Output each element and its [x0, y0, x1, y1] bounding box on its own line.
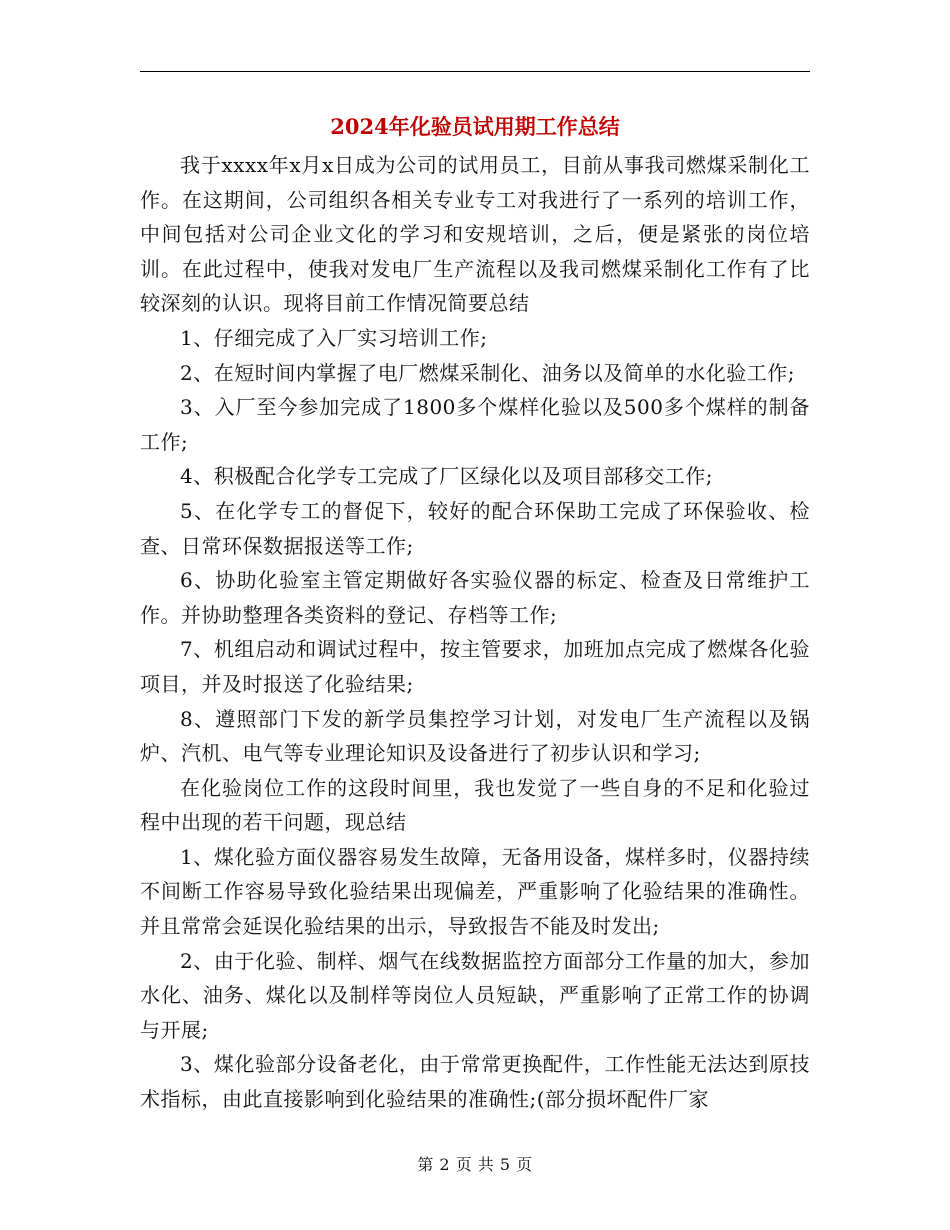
paragraph-intro: 我于xxxx年x月x日成为公司的试用员工，目前从事我司燃煤采制化工作。在这期间，公司组织各相关专业专工对我进行了一系列的培训工作，中间包括对公司企业文化的学习和安规培训，之后，便是紧张的岗位培训。在此过程中，使我对发电厂生产流程以及我司燃煤采制化工作有了比较深刻的认识。现将目前工作情况简要总结: [140, 153, 810, 316]
header-rule: [140, 71, 810, 72]
document-body: [140, 148, 810, 1117]
paragraph-item: 3、入厂至今参加完成了1800多个煤样化验以及500多个煤样的制备工作;: [140, 395, 810, 454]
paragraph-item: 2、在短时间内掌握了电厂燃煤采制化、油务以及简单的水化验工作;: [180, 360, 795, 385]
paragraph-problem: 1、煤化验方面仪器容易发生故障，无备用设备，煤样多时，仪器持续不间断工作容易导致化验结果出现偏差，严重影响了化验结果的准确性。并且常常会延误化验结果的出示，导致报告不能及时发出;: [140, 844, 810, 939]
paragraph-item: 8、遵照部门下发的新学员集控学习计划，对发电厂生产流程以及锅炉、汽机、电气等专业理论知识及设备进行了初步认识和学习;: [140, 706, 810, 766]
paragraph-item: 5、在化学专工的督促下，较好的配合环保助工完成了环保验收、检查、日常环保数据报送等工作;: [140, 498, 810, 558]
paragraph-item: 7、机组启动和调试过程中，按主管要求，加班加点完成了燃煤各化验项目，并及时报送了化验结果;: [140, 637, 810, 696]
paragraph-item: 6、协助化验室主管定期做好各实验仪器的标定、检查及日常维护工作。并协助整理各类资料的登记、存档等工作;: [140, 568, 810, 627]
document-title: 2024年化验员试用期工作总结: [330, 114, 620, 139]
page-number: 第 2 页 共 5 页: [417, 1155, 533, 1174]
paragraph-problems-intro: 在化验岗位工作的这段时间里，我也发觉了一些自身的不足和化验过程中出现的若干问题，现总结: [140, 775, 810, 835]
paragraph-problem: 3、煤化验部分设备老化，由于常常更换配件，工作性能无法达到原技术指标，由此直接影响到化验结果的准确性;(部分损坏配件厂家: [140, 1052, 810, 1112]
paragraph-item: 1、仔细完成了入厂实习培训工作;: [180, 325, 488, 350]
paragraph-item: 4、积极配合化学专工完成了厂区绿化以及项目部移交工作;: [180, 464, 713, 489]
paragraph-problem: 2、由于化验、制样、烟气在线数据监控方面部分工作量的加大，参加水化、油务、煤化以及制样等岗位人员短缺，严重影响了正常工作的协调与开展;: [140, 948, 810, 1042]
